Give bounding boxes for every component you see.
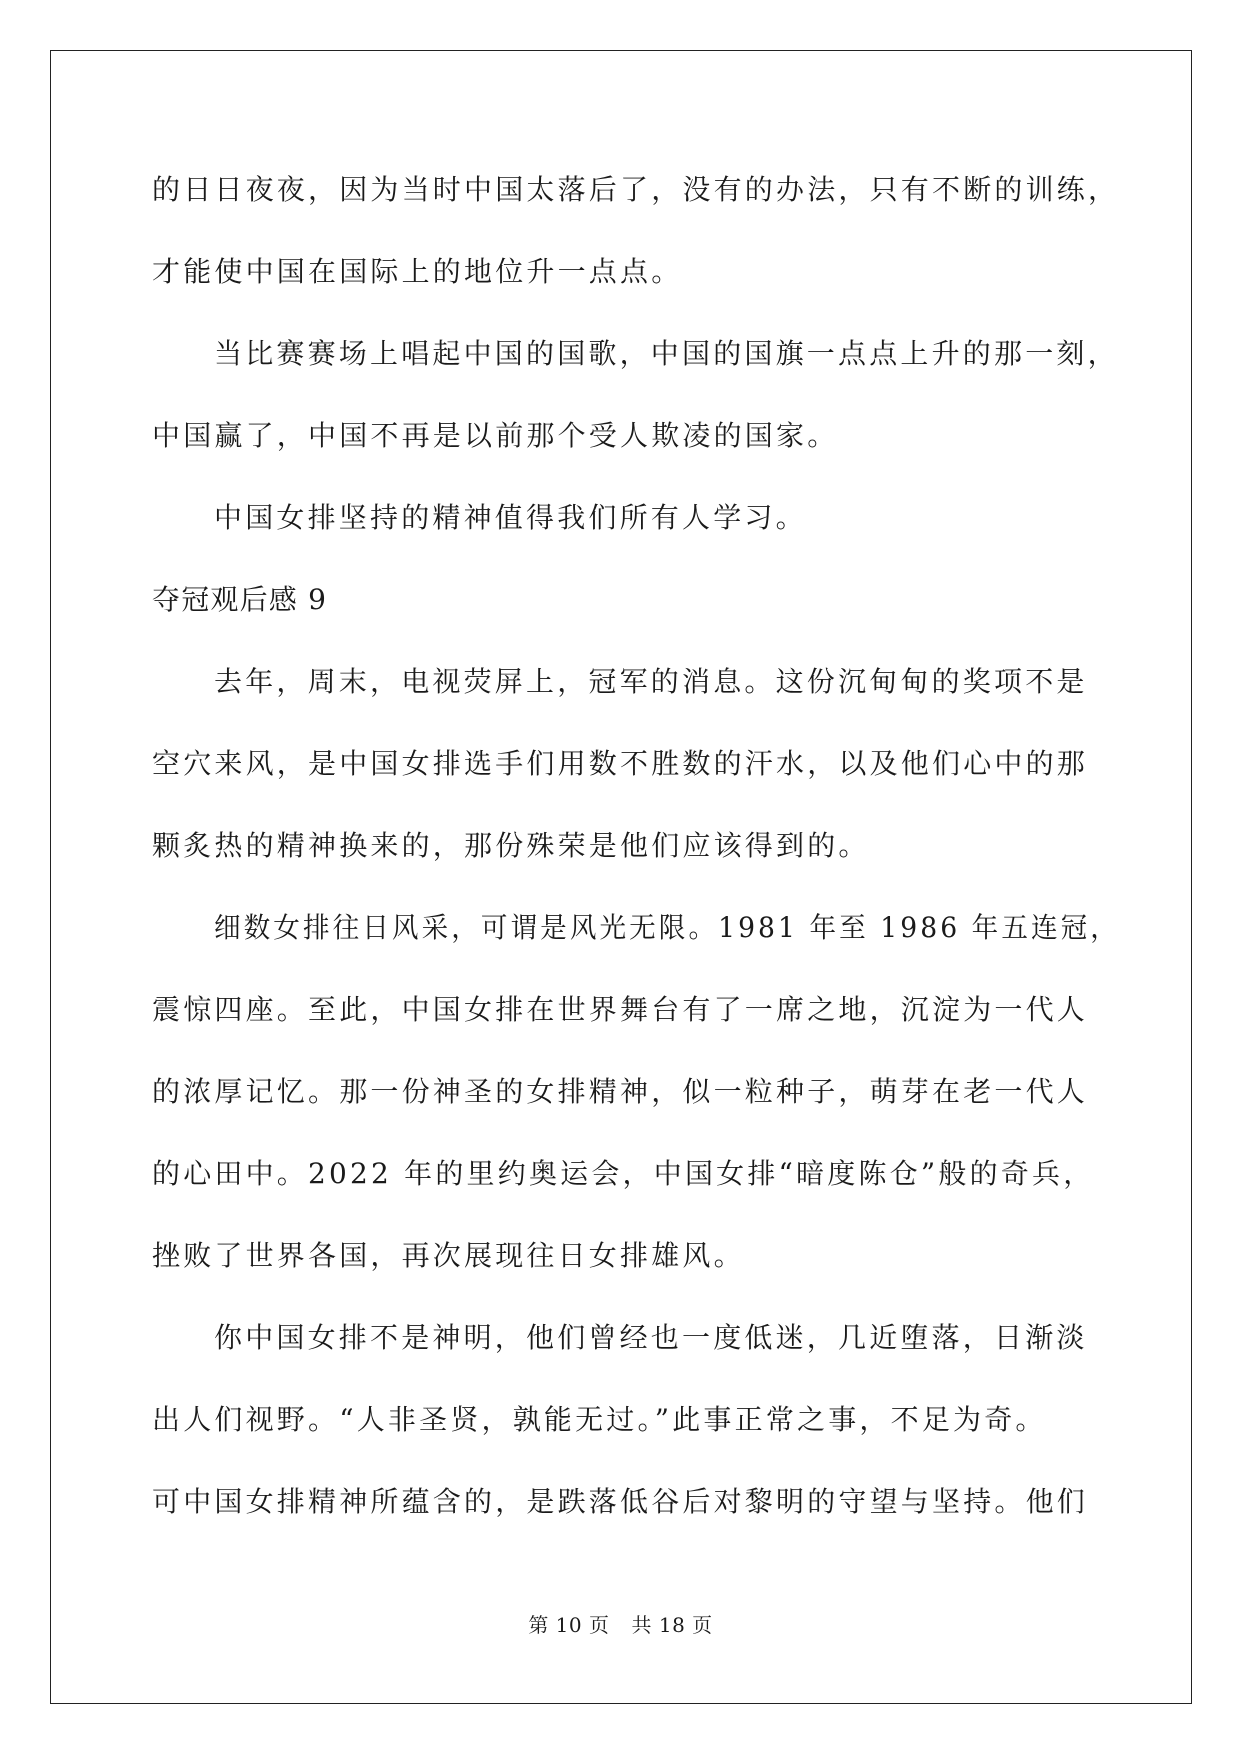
text-line: 空穴来风，是中国女排选手们用数不胜数的汗水，以及他们心中的那: [152, 747, 1089, 780]
text-line: 的浓厚记忆。那一份神圣的女排精神，似一粒种子，萌芽在老一代人: [152, 1075, 1089, 1108]
paragraph-start-line: 你中国女排不是神明，他们曾经也一度低迷，几近堕落，日渐淡: [214, 1321, 1088, 1354]
page-border: [50, 50, 1192, 1704]
text-line: 震惊四座。至此，中国女排在世界舞台有了一席之地，沉淀为一代人: [152, 993, 1089, 1026]
text-line: 颗炙热的精神换来的，那份殊荣是他们应该得到的。: [152, 829, 870, 862]
paragraph-start-line: 细数女排往日风采，可谓是风光无限。1981 年至 1986 年五连冠，: [214, 911, 1120, 944]
text-line: 可中国女排精神所蕴含的，是跌落低谷后对黎明的守望与坚持。他们: [152, 1485, 1089, 1518]
text-line: 才能使中国在国际上的地位升一点点。: [152, 255, 683, 288]
page-total: 共 18 页: [631, 1613, 713, 1637]
section-heading: 夺冠观后感 9: [152, 583, 328, 616]
paragraph-start-line: 当比赛赛场上唱起中国的国歌，中国的国旗一点点上升的那一刻，: [214, 337, 1119, 370]
text-line: 挫败了世界各国，再次展现往日女排雄风。: [152, 1239, 745, 1272]
page-footer: [0, 1612, 1241, 1638]
text-line: 出人们视野。“人非圣贤，孰能无过。”此事正常之事，不足为奇。: [152, 1403, 1047, 1436]
page-number: 第 10 页: [528, 1613, 610, 1637]
text-line: 的心田中。2022 年的里约奥运会，中国女排“暗度陈仓”般的奇兵，: [152, 1157, 1095, 1190]
text-line: 的日日夜夜，因为当时中国太落后了，没有的办法，只有不断的训练，: [152, 173, 1120, 206]
paragraph-start-line: 中国女排坚持的精神值得我们所有人学习。: [214, 501, 807, 534]
paragraph-start-line: 去年，周末，电视荧屏上，冠军的消息。这份沉甸甸的奖项不是: [214, 665, 1088, 698]
text-line: 中国赢了，中国不再是以前那个受人欺凌的国家。: [152, 419, 839, 452]
